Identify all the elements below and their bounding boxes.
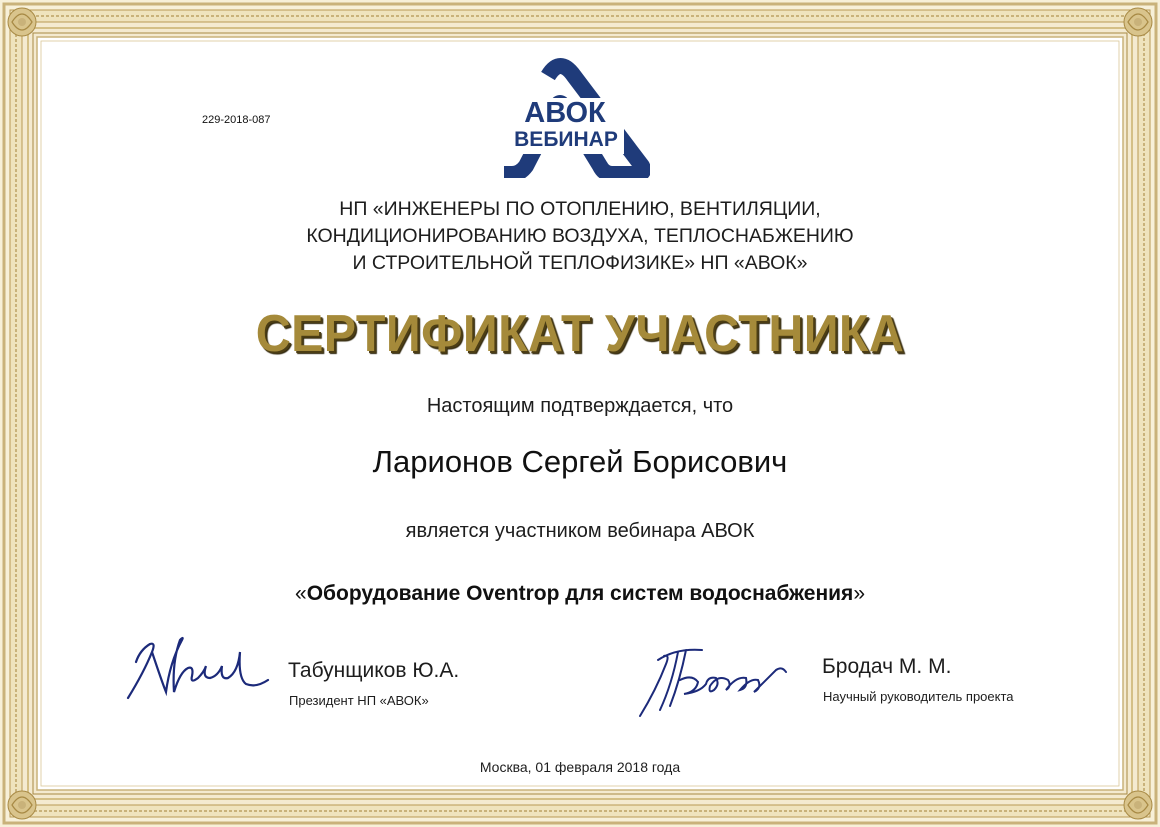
president-role: Президент НП «АВОК» [289, 693, 429, 708]
organization-line: И СТРОИТЕЛЬНОЙ ТЕПЛОФИЗИКЕ» НП «АВОК» [352, 252, 808, 274]
scientific-director-name: Бродач М. М. [822, 655, 952, 678]
participant-name: Ларионов Сергей Борисович [372, 444, 788, 479]
certificate-number: 229-2018-087 [202, 114, 271, 126]
certificate-title: СЕРТИФИКАТ УЧАСТНИКА [255, 305, 905, 363]
svg-text:АВОК: АВОК [524, 97, 606, 129]
confirm-text: Настоящим подтверждается, что [426, 395, 734, 417]
scientific-director-role: Научный руководитель проекта [823, 689, 1014, 704]
webinar-title-line [180, 582, 980, 606]
participant-statement: является участником вебинара АВОК [405, 520, 755, 542]
place-and-date: Москва, 01 февраля 2018 года [479, 759, 681, 775]
president-signature [122, 632, 272, 704]
svg-text:ВЕБИНАР: ВЕБИНАР [514, 128, 618, 151]
close-quote: » [853, 582, 865, 605]
organization-line: КОНДИЦИОНИРОВАНИЮ ВОЗДУХА, ТЕПЛОСНАБЖЕНИЮ [306, 225, 854, 247]
webinar-title: Оборудование Oventrop для систем водоснабжения [306, 582, 854, 605]
open-quote: « [295, 582, 307, 605]
organization-line: НП «ИНЖЕНЕРЫ ПО ОТОПЛЕНИЮ, ВЕНТИЛЯЦИИ, [339, 198, 821, 220]
avok-webinar-logo [500, 58, 650, 178]
scientific-director-signature [636, 640, 792, 720]
organization-name [240, 196, 920, 277]
president-name: Табунщиков Ю.А. [288, 659, 460, 682]
